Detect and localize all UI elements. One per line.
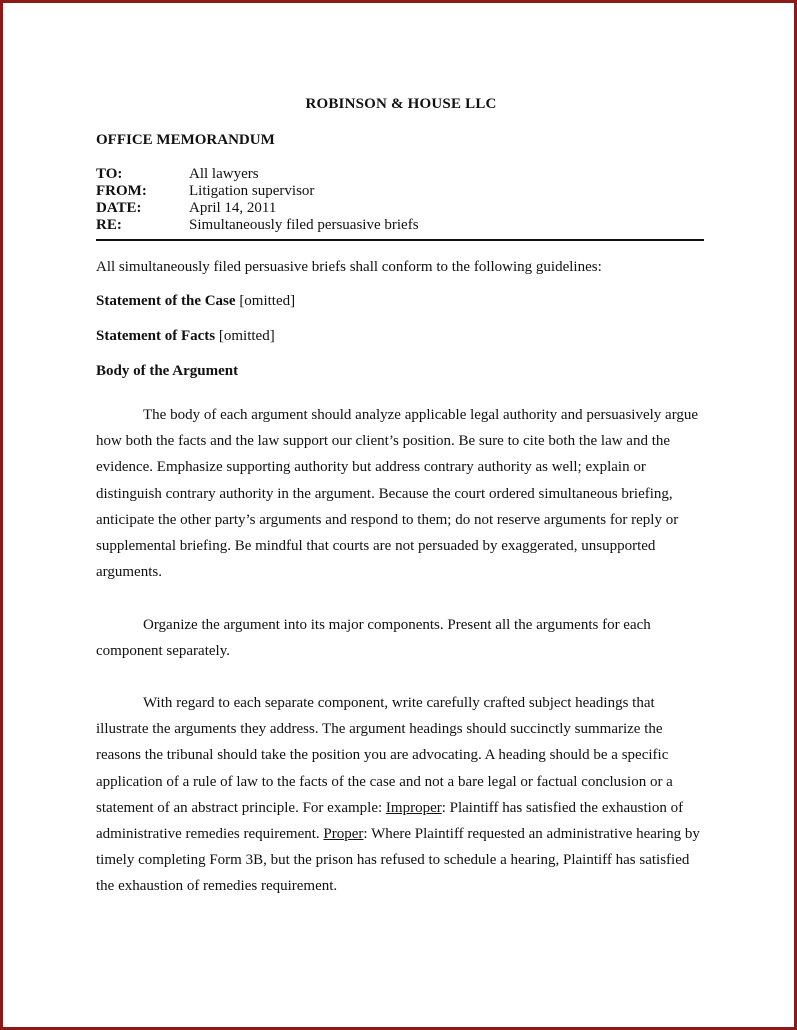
paragraph-organize [96,612,706,664]
paragraph-line: how both the facts and the law support our client’s position. Be sure to cite both the law and the [96,433,671,450]
paragraph-line [96,821,706,847]
intro-text: All simultaneously filed persuasive briefs shall conform to the following guidelines: [96,259,602,275]
re-value: Simultaneously filed persuasive briefs [189,217,419,233]
section-note: [omitted] [215,328,275,344]
improper-label: Improper [385,799,442,816]
paragraph-line: illustrate the arguments they address. The argument headings should succinctly summarize the [96,721,663,738]
date-value: April 14, 2011 [189,200,277,216]
paragraph-argument-analysis [96,402,706,585]
to-value: All lawyers [189,166,259,182]
date-label: DATE: [96,200,142,216]
paragraph-line: distinguish contrary authority in the argument. Because the court ordered simultaneous briefing, [96,485,673,502]
paragraph-line: anticipate the other party’s arguments and respond to them; do not reserve arguments for reply or [96,511,679,528]
paragraph-line: timely completing Form 3B, but the prison has refused to schedule a hearing, Plaintiff has satisfied [96,852,690,869]
paragraph-line: reasons the tribunal should take the position you are advocating. A heading should be a specific [96,747,669,764]
re-label: RE: [96,217,122,233]
from-label: FROM: [96,183,147,199]
line-text: administrative remedies requirement. [96,826,324,843]
section-statement-of-facts [96,328,275,345]
paragraph-line [96,795,706,821]
paragraph-line: the exhaustion of remedies requirement. [96,878,338,895]
line-text: statement of an abstract principle. For example: [96,799,386,816]
firm-name: ROBINSON & HOUSE LLC [305,96,497,112]
from-value: Litigation supervisor [189,183,315,199]
paragraph-line: application of a rule of law to the facts of the case and not a bare legal or factual conclusion or a [96,773,673,790]
section-heading: Body of the Argument [96,363,239,379]
memo-title: OFFICE MEMORANDUM [96,132,275,148]
section-body-of-argument [96,363,238,380]
to-label: TO: [96,166,123,182]
section-note: [omitted] [235,293,296,309]
paragraph-line: arguments. [96,564,162,581]
paragraph-line: supplemental briefing. Be mindful that courts are not persuaded by exaggerated, unsupported [96,538,656,555]
paragraph-line: The body of each argument should analyze applicable legal authority and persuasively argue [143,407,699,423]
proper-label: Proper [323,826,364,843]
paragraph-line: Organize the argument into its major components. Present all the arguments for each [143,617,651,633]
header-divider [96,239,704,241]
line-text: : Where Plaintiff requested an administrative hearing by [363,826,700,843]
section-heading: Statement of the Case [96,293,236,309]
paragraph-headings [96,690,706,900]
section-statement-of-case [96,293,295,310]
paragraph-line: component separately. [96,643,230,660]
paragraph-line: evidence. Emphasize supporting authority but address contrary authority as well; explain or [96,459,646,476]
paragraph-line: With regard to each separate component, write carefully crafted subject headings that [143,695,655,711]
line-text: : Plaintiff has satisfied the exhaustion of [441,799,684,816]
section-heading: Statement of Facts [96,328,216,344]
